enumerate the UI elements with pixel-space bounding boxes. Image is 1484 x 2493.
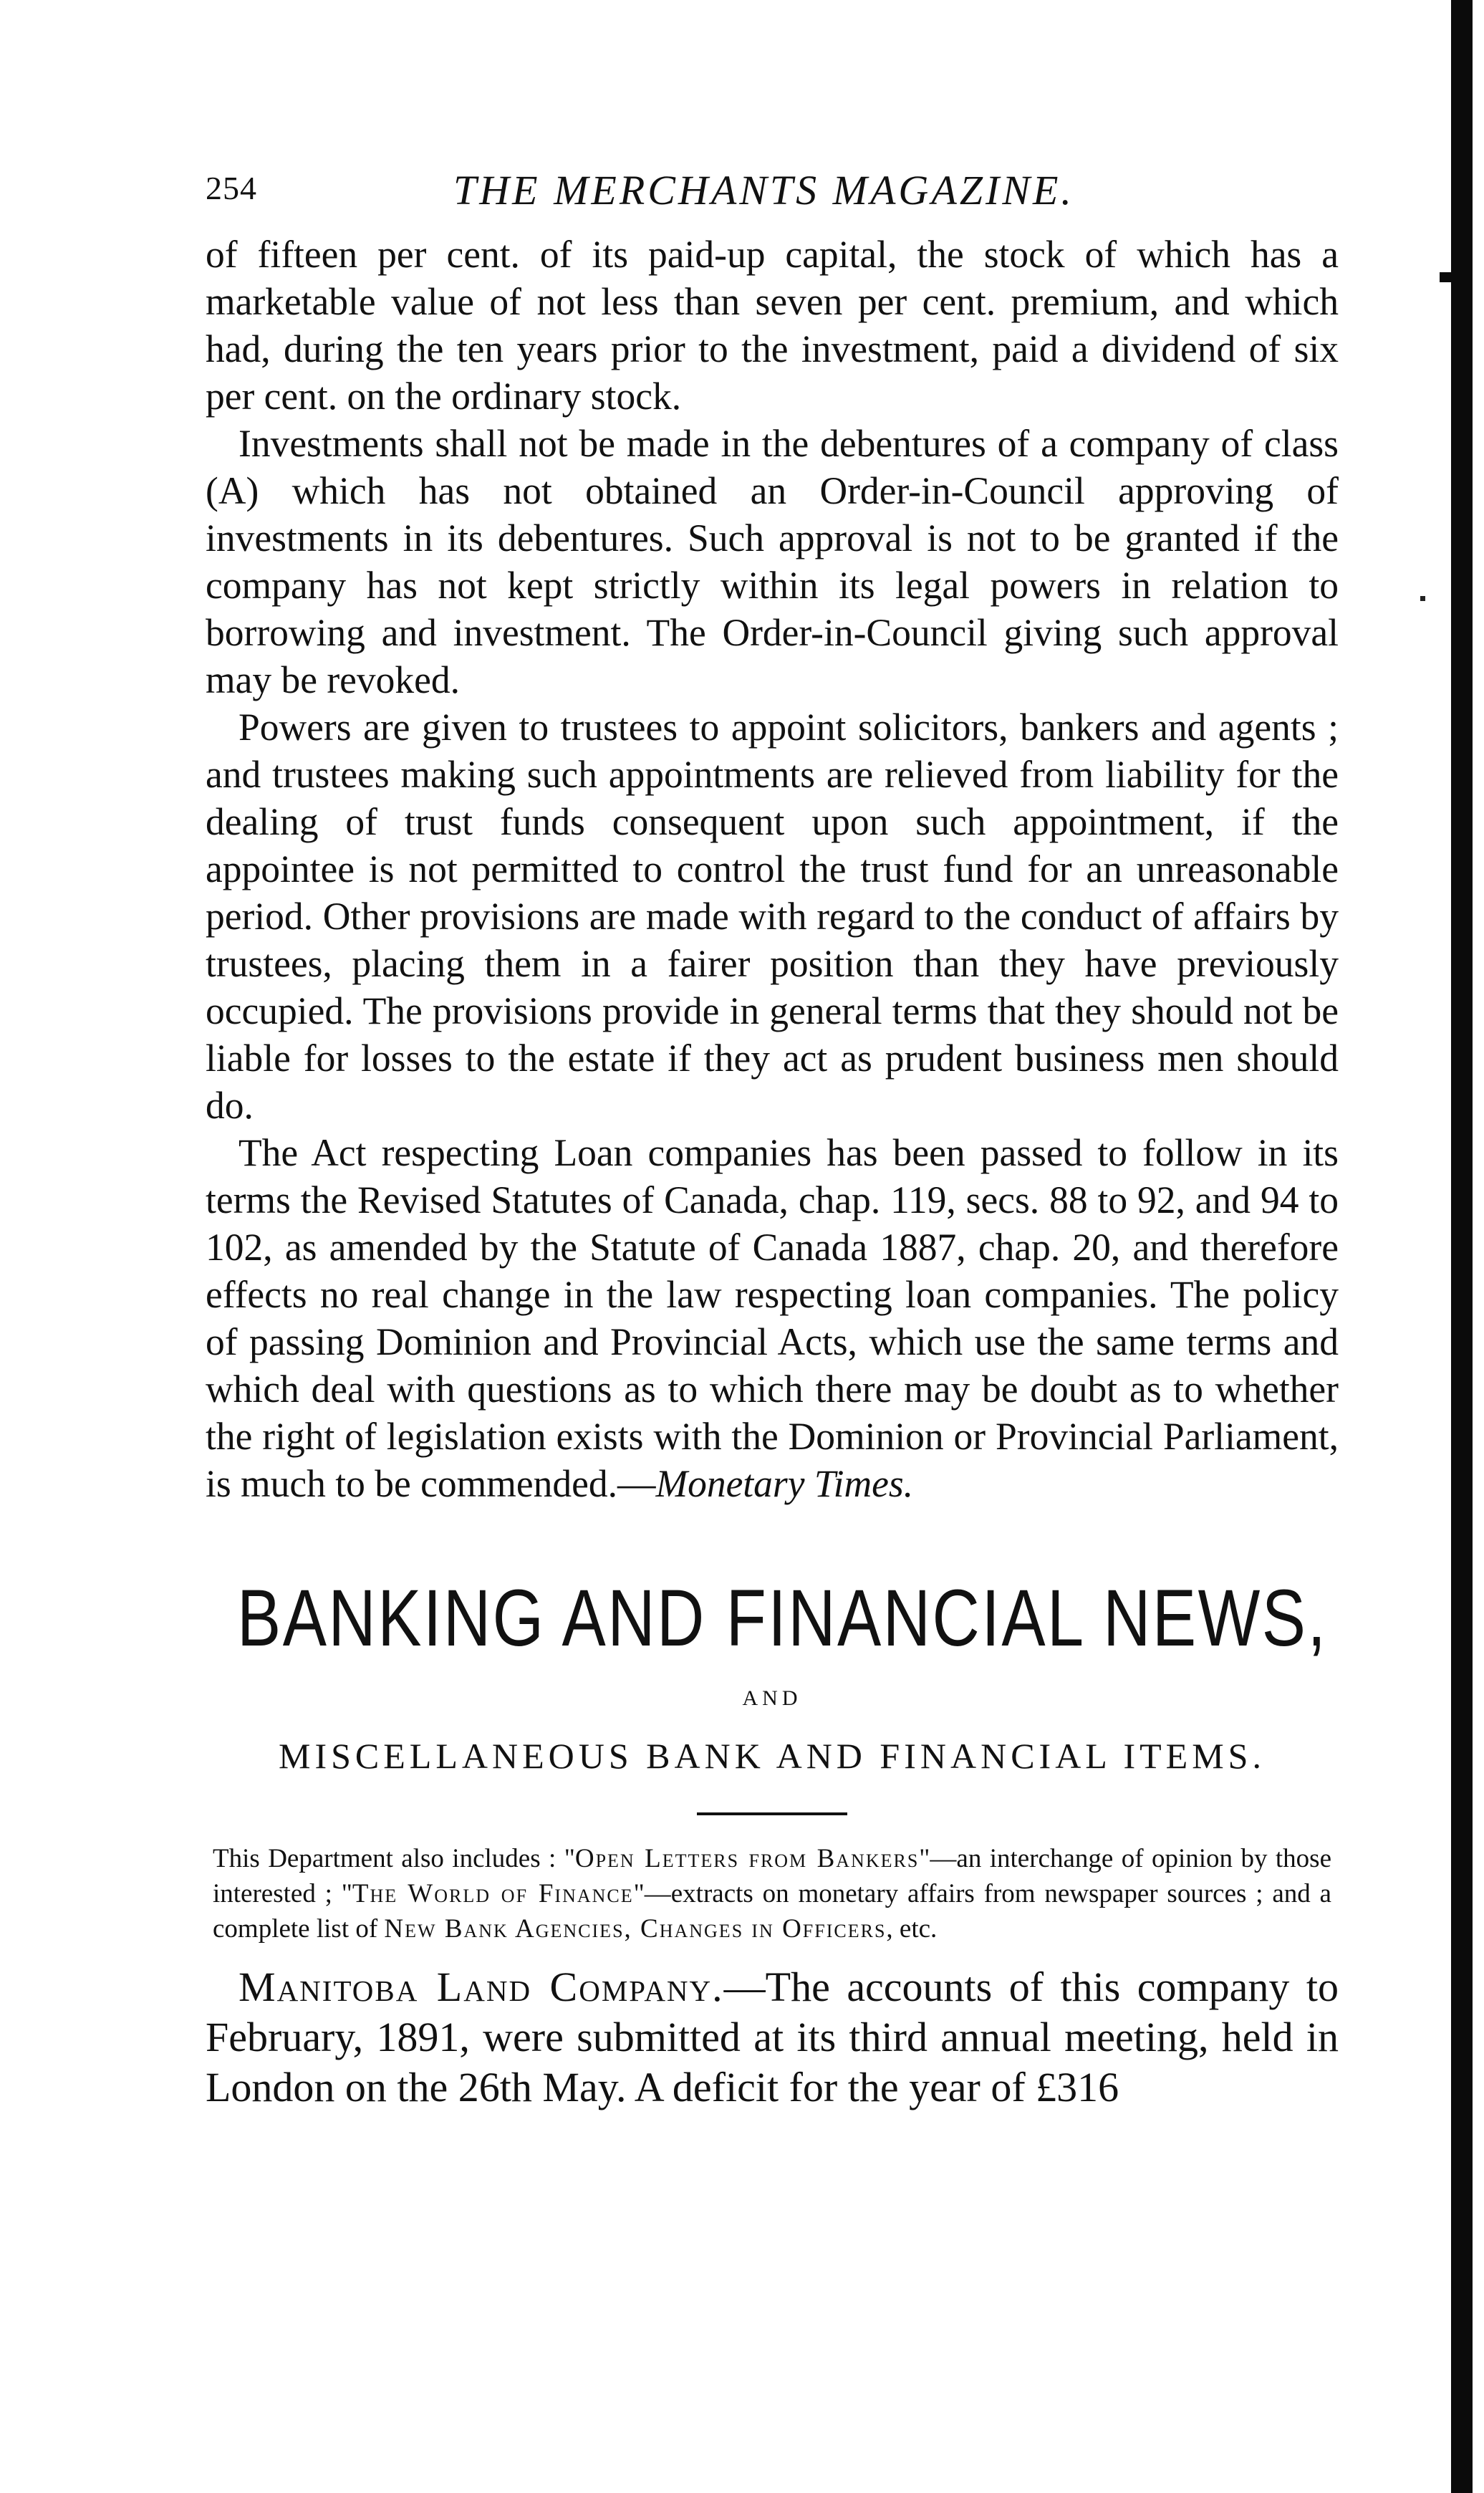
news-item-text: —The accounts of this company to February, 1891, were submitted at its third annual meeting, held in London on the 26th May. A deficit for the year of £316 [206,1964,1339,2110]
running-title: THE MERCHANTS MAGAZINE. [453,167,1074,213]
section-rule [697,1812,847,1815]
article-paragraph-3: Powers are given to trustees to appoint solicitors, bankers and agents ; and trustees making such appointments are relieved from liability for the dealing of trust funds consequent upon such appointment, if the appointee is not permitted to control the trust fund for an unreasonable period. Other provisions are made with regard to the conduct of affairs by trustees, placing them in a fairer position than they have previously occupied. The provisions provide in general terms that they should not be liable for losses to the estate if they act as prudent business men should do. [206,706,1339,1127]
page-number: 254 [206,170,257,206]
article-paragraph-4 [206,1129,1339,1507]
note-text-4: , etc. [886,1914,938,1944]
note-text-1: This Department also includes : " [213,1844,575,1873]
note-text-2: "—an interchange of opinion by those interested ; " [213,1844,1332,1908]
running-header [206,166,1339,231]
article-paragraph-1: of fifteen per cent. of its paid-up capital, the stock of which has a marketable value of not less than seven per cent. premium, and which had, during the ten years prior to the investment, paid a dividend of six per cent. on the ordinary stock. [206,233,1339,418]
source-citation: Monetary Times. [655,1462,914,1505]
section-subtitle: MISCELLANEOUS BANK AND FINANCIAL ITEMS. [279,1736,1266,1776]
page [206,166,1339,2113]
note-open-letters: Open Letters from Bankers [574,1844,920,1873]
news-item-lead: Manitoba Land Company. [238,1964,724,2010]
note-text-3: "—extracts on monetary affairs from newspaper sources ; and a complete list of [213,1879,1331,1944]
scan-speck [1420,596,1425,601]
article-paragraph-2: Investments shall not be made in the debentures of a company of class (A) which has not obtained an Order-in-Council approving of investments in its debentures. Such approval is not to be granted if the company has not kept strictly within its legal powers in relation to borrowing and investment. The Order-in-Council giving such approval may be revoked. [206,422,1339,701]
note-world-of-finance: The World of Finance [352,1879,634,1908]
section-title: BANKING AND FINANCIAL NEWS, [236,1573,1328,1663]
note-new-bank-agencies: New Bank Agencies, Changes in Officers [384,1914,887,1944]
department-note [206,1841,1339,1946]
article-paragraph-4-text: The Act respecting Loan companies has been passed to follow in its terms the Revised Statutes of Canada, chap. 119, secs. 88 to 92, and 94 to 102, as amended by the Statute of Canada 1887, chap. 20, and therefore effects no real change in the law respecting loan companies. The policy of passing Dominion and Provincial Acts, which use the same terms and which deal with questions as to which there may be doubt as to whether the right of legislation exists with the Dominion or Provincial Parliament, is much to be commended.— [206,1131,1339,1505]
section-header [206,1572,1339,1815]
section-and: AND [742,1686,802,1710]
scan-edge-bar [1451,0,1473,2493]
news-item-manitoba [206,1962,1339,2113]
scan-edge-nick [1440,272,1451,282]
